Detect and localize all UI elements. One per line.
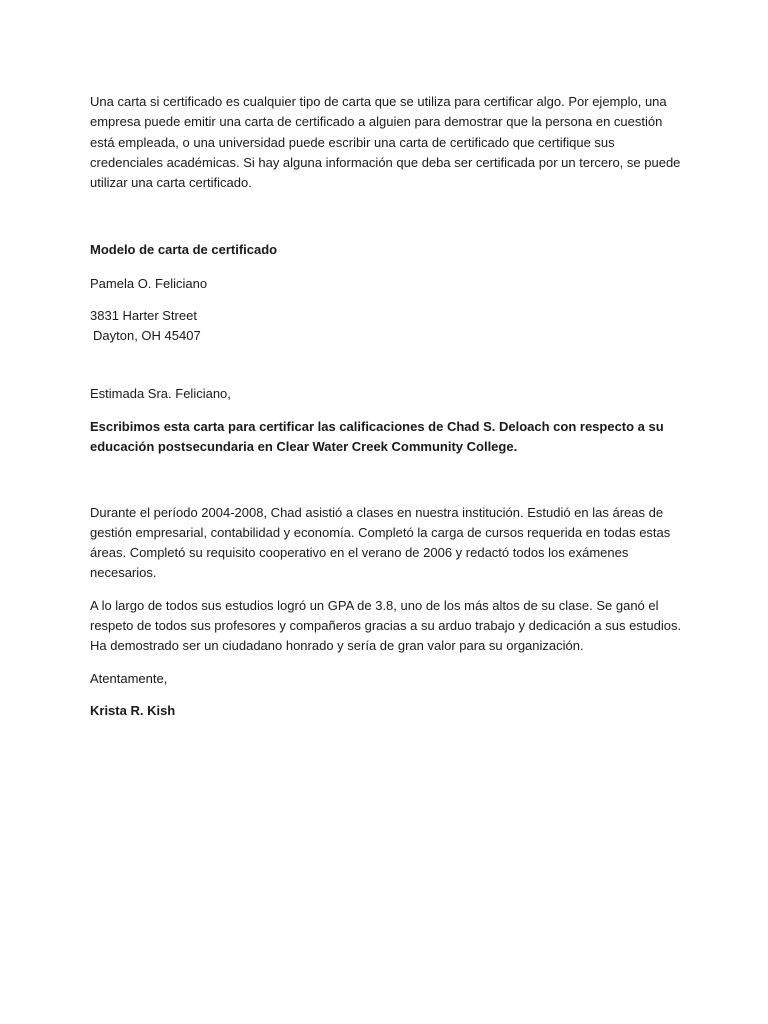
recipient-street: 3831 Harter Street <box>90 308 197 324</box>
recipient-city: Dayton, OH 45407 <box>93 328 201 344</box>
letter-content <box>90 92 690 721</box>
body-paragraph-2: A lo largo de todos sus estudios logró un GPA de 3.8, uno de los más altos de su clase. Se ganó el respeto de todos sus profesores y compañeros gracias a su arduo trabajo y dedicación a sus estudios. Ha demostrado ser un ciudadano honrado y sería de gran valor para su organización. <box>90 597 682 654</box>
letter-heading: Modelo de carta de certificado <box>90 242 278 258</box>
recipient-name: Pamela O. Feliciano <box>90 275 208 291</box>
purpose-paragraph: Escribimos esta carta para certificar las calificaciones de Chad S. Deloach con respecto a su educación postsecundaria en Clear Water Creek Community College. <box>90 418 664 455</box>
salutation: Estimada Sra. Feliciano, <box>90 385 231 401</box>
closing: Atentamente, <box>90 670 168 686</box>
signature-name: Krista R. Kish <box>90 702 176 718</box>
body-paragraph-1: Durante el período 2004-2008, Chad asistió a clases en nuestra institución. Estudió en las áreas de gestión empresarial, contabilidad y economía. Completó la carga de cursos requerida en todas estas áreas. Completó su requisito cooperativo en el verano de 2006 y redactó todos los exámenes necesarios. <box>90 504 671 581</box>
intro-paragraph: Una carta si certificado es cualquier tipo de carta que se utiliza para certificar algo. Por ejemplo, una empresa puede emitir una carta de certificado a alguien para demostrar que la persona en cuestión está empleada, o una universidad puede escribir una carta de certificado que certifique sus credenciales académicas. Si hay alguna información que deba ser certificada por un tercero, se puede utilizar una carta certificado. <box>90 94 681 191</box>
